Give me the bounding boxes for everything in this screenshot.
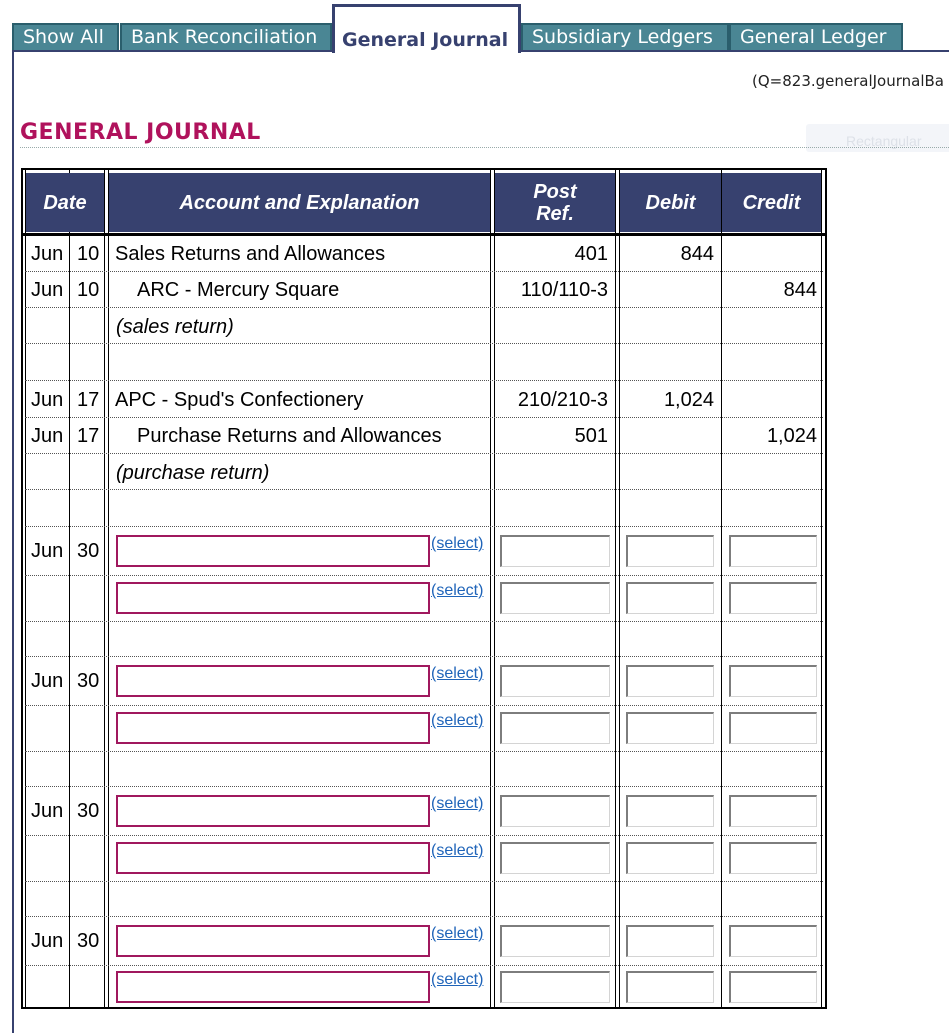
row-divider [25, 343, 823, 344]
general-journal-table [21, 168, 827, 1009]
header-credit: Credit [722, 173, 821, 232]
post-ref-input[interactable] [500, 535, 610, 567]
entry-post-ref: 401 [574, 243, 608, 265]
entry-month: Jun [31, 243, 64, 265]
entry-account: Purchase Returns and Allowances [137, 425, 442, 447]
row-divider [25, 307, 823, 308]
row-divider [25, 705, 823, 706]
credit-input[interactable] [729, 795, 817, 827]
account-input[interactable] [116, 971, 430, 1003]
entry-day: 30 [77, 670, 100, 692]
credit-input[interactable] [729, 842, 817, 874]
entry-credit: 1,024 [766, 425, 817, 447]
entry-explanation: (sales return) [116, 316, 234, 338]
entry-post-ref: 210/210-3 [517, 389, 608, 411]
header-rule [23, 233, 825, 236]
tab-bar [0, 0, 949, 53]
tab-bank-reconciliation[interactable]: Bank Reconciliation [120, 23, 332, 51]
select-link[interactable]: (select) [431, 842, 484, 859]
question-id: (Q=823.generalJournalBa [752, 72, 944, 90]
row-divider [25, 575, 823, 576]
credit-input[interactable] [729, 582, 817, 614]
tab-subsidiary-ledgers[interactable]: Subsidiary Ledgers [521, 23, 729, 51]
debit-input[interactable] [626, 971, 714, 1003]
debit-input[interactable] [626, 665, 714, 697]
entry-debit: 844 [680, 243, 714, 265]
entry-post-ref: 110/110-3 [520, 279, 608, 301]
select-link[interactable]: (select) [431, 795, 484, 812]
entry-month: Jun [31, 930, 64, 952]
debit-input[interactable] [626, 582, 714, 614]
entry-day: 30 [77, 540, 100, 562]
header-debit: Debit [620, 173, 721, 232]
credit-input[interactable] [729, 535, 817, 567]
entry-explanation: (purchase return) [116, 462, 270, 484]
account-input[interactable] [116, 925, 430, 957]
row-divider [25, 916, 823, 917]
credit-input[interactable] [729, 925, 817, 957]
select-link[interactable]: (select) [431, 535, 484, 552]
entry-month: Jun [31, 425, 64, 447]
account-input[interactable] [116, 795, 430, 827]
row-divider [25, 489, 823, 490]
row-divider [25, 417, 823, 418]
row-divider [25, 380, 823, 381]
debit-input[interactable] [626, 535, 714, 567]
header-post-ref: Post Ref. [495, 173, 615, 232]
header-date: Date [26, 173, 104, 232]
entry-month: Jun [31, 279, 64, 301]
row-divider [25, 751, 823, 752]
row-divider [25, 526, 823, 527]
table-header [23, 170, 825, 236]
select-link[interactable]: (select) [431, 971, 484, 988]
post-ref-input[interactable] [500, 795, 610, 827]
entry-day: 17 [77, 389, 100, 411]
debit-input[interactable] [626, 925, 714, 957]
header-account: Account and Explanation [109, 173, 490, 232]
row-divider [25, 835, 823, 836]
post-ref-input[interactable] [500, 842, 610, 874]
row-divider [25, 453, 823, 454]
row-divider [25, 271, 823, 272]
post-ref-input[interactable] [500, 925, 610, 957]
entry-day: 10 [77, 279, 100, 301]
entry-day: 10 [77, 243, 100, 265]
page-title: GENERAL JOURNAL [20, 120, 261, 145]
select-link[interactable]: (select) [431, 582, 484, 599]
row-divider [25, 656, 823, 657]
entry-account: APC - Spud's Confectionery [115, 389, 364, 411]
ghost-tooltip: Rectangular [806, 124, 949, 152]
debit-input[interactable] [626, 712, 714, 744]
entry-day: 30 [77, 930, 100, 952]
account-input[interactable] [116, 535, 430, 567]
post-ref-input[interactable] [500, 971, 610, 1003]
row-divider [25, 965, 823, 966]
post-ref-input[interactable] [500, 665, 610, 697]
entry-account: Sales Returns and Allowances [115, 243, 386, 265]
credit-input[interactable] [729, 665, 817, 697]
select-link[interactable]: (select) [431, 665, 484, 682]
debit-input[interactable] [626, 842, 714, 874]
row-divider [25, 621, 823, 622]
post-ref-input[interactable] [500, 712, 610, 744]
entry-post-ref: 501 [574, 425, 608, 447]
post-ref-input[interactable] [500, 582, 610, 614]
tab-general-ledger[interactable]: General Ledger [729, 23, 903, 51]
tab-general-journal[interactable]: General Journal [332, 4, 521, 53]
entry-day: 30 [77, 800, 100, 822]
account-input[interactable] [116, 582, 430, 614]
account-input[interactable] [116, 665, 430, 697]
credit-input[interactable] [729, 712, 817, 744]
entry-month: Jun [31, 540, 64, 562]
tab-show-all[interactable]: Show All [12, 23, 119, 51]
credit-input[interactable] [729, 971, 817, 1003]
entry-account: ARC - Mercury Square [137, 279, 340, 301]
debit-input[interactable] [626, 795, 714, 827]
select-link[interactable]: (select) [431, 712, 484, 729]
select-link[interactable]: (select) [431, 925, 484, 942]
entry-day: 17 [77, 425, 100, 447]
row-divider [25, 786, 823, 787]
entry-credit: 844 [783, 279, 817, 301]
account-input[interactable] [116, 842, 430, 874]
title-divider [20, 147, 949, 148]
entry-month: Jun [31, 800, 64, 822]
entry-month: Jun [31, 389, 64, 411]
content-frame-border [12, 50, 14, 1033]
entry-month: Jun [31, 670, 64, 692]
entry-debit: 1,024 [663, 389, 714, 411]
row-divider [25, 881, 823, 882]
account-input[interactable] [116, 712, 430, 744]
